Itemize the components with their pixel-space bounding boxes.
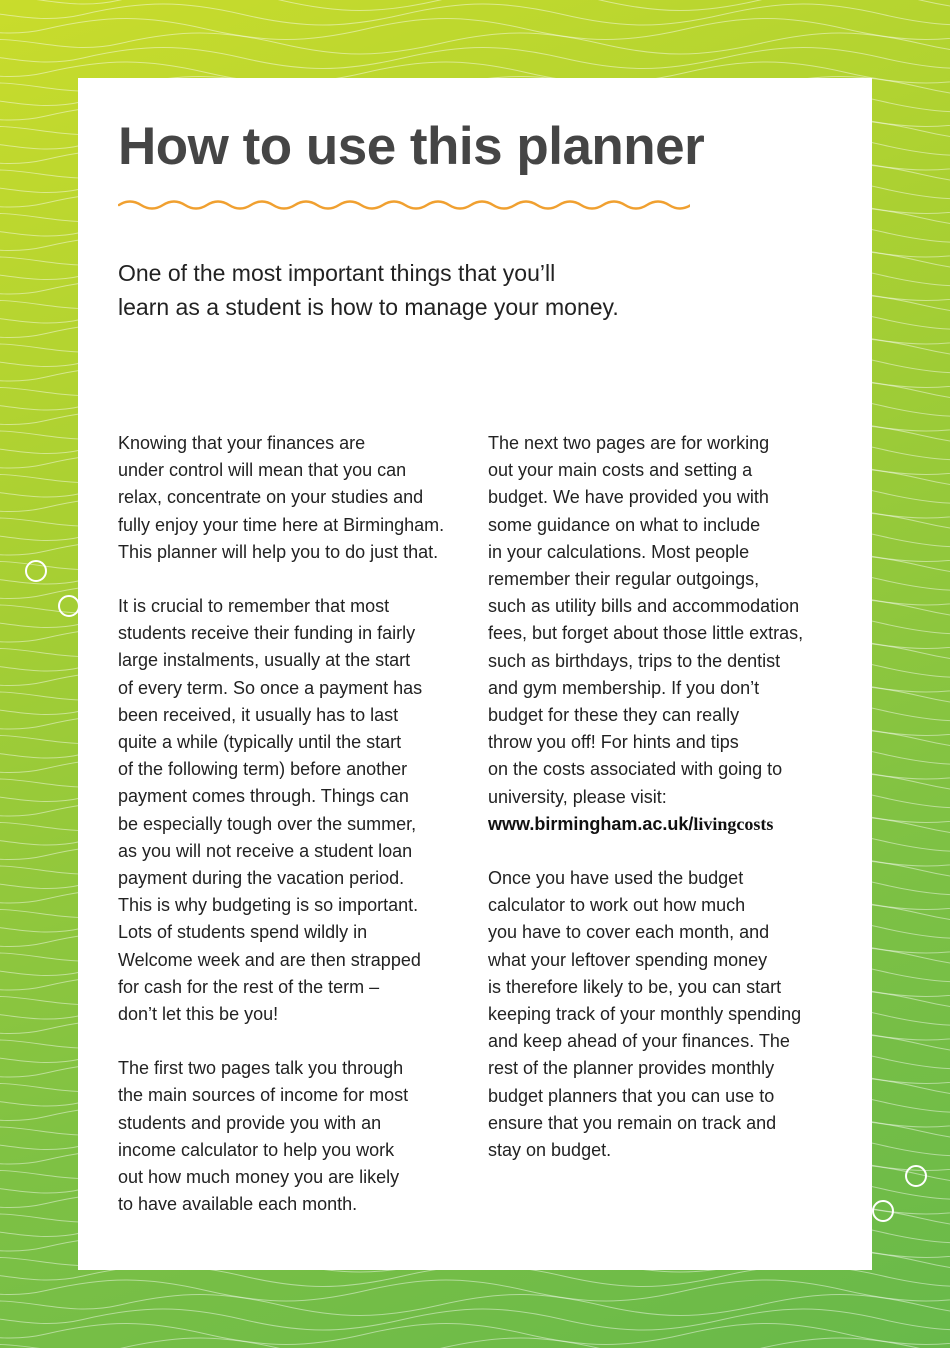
living-costs-link[interactable] <box>488 811 838 838</box>
paragraph: Knowing that your finances are under control will mean that you can relax, concentrate on your studies and fully enjoy your time here at Birmingham. This planner will help you to do just that. <box>118 433 445 562</box>
content-card <box>78 78 872 1270</box>
left-column <box>118 430 468 1245</box>
paragraph: The next two pages are for working out your main costs and setting a budget. We have provided you with some guidance on what to include in your calculations. Most people remember their regular outgoings, such as utility bills and accommodation fees, but forget about those little extras, such as birthdays, trips to the dentist and gym membership. If you don’t budget for these they can really throw you off! For hints and tips on the costs associated with going to university, please visit: <box>488 433 804 807</box>
wave-line <box>0 1338 950 1348</box>
decorative-circle-icon <box>905 1165 927 1187</box>
decorative-circle-icon <box>872 1200 894 1222</box>
link-url-domain[interactable]: www.birmingham.ac.uk/ <box>488 813 694 834</box>
squiggle-divider <box>118 196 690 214</box>
wave-line <box>0 1295 950 1316</box>
decorative-circle-icon <box>58 595 80 617</box>
wave-line <box>0 33 950 54</box>
intro-text: One of the most important things that you’ll learn as a student is how to manage your money. <box>118 260 619 320</box>
paragraph: It is crucial to remember that most students receive their funding in fairly large instalments, usually at the start of every term. So once a payment has been received, it usually has to last quite a while (typically until the start of the following term) before another payment comes through. Things can be especially tough over the summer, as you will not receive a student loan payment during the vacation period. This is why budgeting is so important. Lots of students spend wildly in Welcome week and are then strapped for cash for the rest of the term – don’t let this be you! <box>118 596 423 1025</box>
decorative-circle-icon <box>25 560 47 582</box>
link-url-path[interactable]: livingcosts <box>693 813 774 834</box>
paragraph: Once you have used the budget calculator to work out how much you have to cover each month, and what your leftover spending money is therefore likely to be, you can start keeping track of your monthly spending and keep ahead of your finances. The rest of the planner provides monthly budget planners that you can use to ensure that you remain on track and stay on budget. <box>488 868 802 1161</box>
right-column <box>488 430 838 1191</box>
paragraph: The first two pages talk you through the main sources of income for most students and provide you with an income calculator to help you work out how much money you are likely to have available each month. <box>118 1058 409 1215</box>
page-title: How to use this planner <box>118 117 705 176</box>
